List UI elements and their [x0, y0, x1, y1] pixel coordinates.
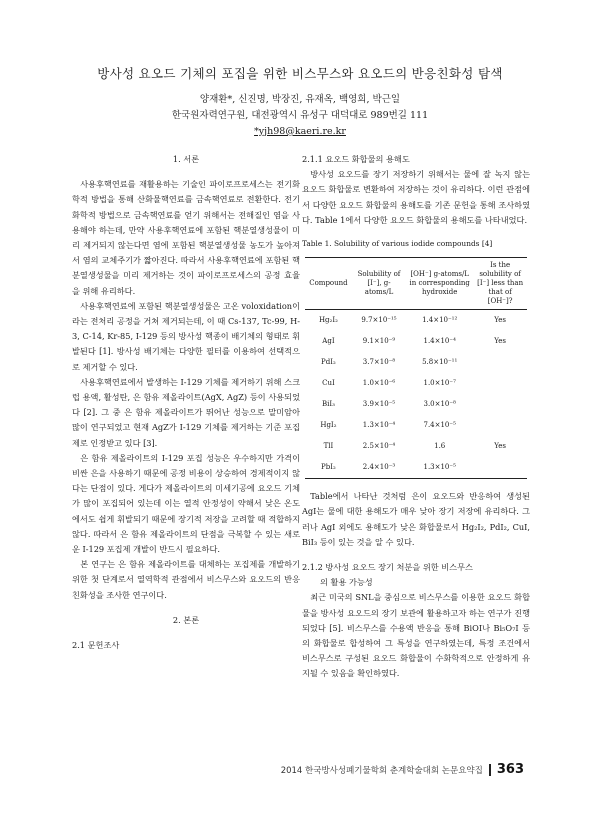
subsection-heading-cont: 의 활용 가능성: [320, 577, 373, 588]
paragraph: 은 함유 제올라이트의 I-129 포집 성능은 우수하지만 가격이 비싼 은을 사용하기 때문에 공정 비용이 상승하여 경제적이지 않다는 단점이 있다. 게다가 제올라이트의 미세기공에 요오드 기체가 많이 포집되어 있는데 이는 열적 안정성이 약해서 낮은 온도에서도 쉽게 휘발되기 때문에 장기적 저장을 고려할 때 적합하지 않다. 따라서 은 함유 제올라이트의 단점을 극복할 수 있는 새로운 I-129 포집제 개발이 반드시 필요하다.: [72, 452, 300, 555]
right-column: [302, 152, 530, 682]
table-cell: 1.0×10⁻⁶: [362, 379, 396, 388]
email-link[interactable]: *yjh98@kaeri.re.kr: [254, 126, 346, 137]
paper-title: 방사성 요오드 기체의 포집을 위한 비스무스와 요오드의 반응친화성 탐색: [97, 66, 503, 81]
section-heading: 2. 본론: [172, 614, 200, 625]
left-column: [72, 152, 300, 653]
table-cell: 2.5×10⁻⁴: [362, 442, 396, 451]
table-header-cell: Is the solubility of [I⁻] less than that of [OH⁻]?: [477, 261, 524, 306]
table-cell: Hg₂I₂: [318, 316, 338, 325]
page-number: 363: [496, 762, 524, 777]
table-cell: 1.4×10⁻¹²: [422, 316, 458, 325]
table-cell: [473, 352, 527, 373]
table-row: [305, 331, 527, 352]
subsection-heading: 2.1 문헌조사: [72, 640, 120, 651]
table-caption: Table 1. Solubility of various iodide compounds [4]: [302, 239, 493, 249]
table-row: [305, 436, 527, 457]
paragraph: 최근 미국의 SNL을 중심으로 비스무스를 이용한 요오드 화합물을 방사성 요오드의 장기 보관에 활용하고자 하는 연구가 진행되었다 [5]. 비스무스를 수용액 반응을 통해 BiOI나 Bi₅O₇I 등의 화합물로 합성하여 그 특성을 연구하였는데, 특정 조건에서 비스무스로 구성된 요오드 화합물이 수화학적으로 안정하게 유지될 수 있음을 확인하였다.: [302, 592, 530, 679]
table-cell: BiI₃: [321, 400, 335, 409]
divider: [489, 764, 491, 776]
paragraph: 방사성 요오드를 장기 저장하기 위해서는 물에 잘 녹지 않는 요오드 화합물로 변환하여 저장하는 것이 유리하다. 이런 관점에서 다양한 요오드 화합물의 용해도를 기존 문헌을 통해 조사하였다. Table 1에서 다양한 요오드 화합물의 용해도를 나타내었다.: [302, 169, 530, 225]
table-cell: PdI₂: [321, 358, 336, 367]
table-cell: 3.7×10⁻⁸: [362, 358, 396, 367]
affiliation: 한국원자력연구원, 대전광역시 유성구 대덕대로 989번길 111: [171, 110, 429, 121]
paragraph: 사용후핵연료에서 발생하는 I-129 기체를 제거하기 위해 스크럽 용액, 활성탄, 은 함유 제올라이트(AgX, AgZ) 등이 사용되었다 [2]. 그 중 은 함유 제올라이트가 뛰어난 성능으로 말미암아 많이 연구되었고 현재 AgZ가 I-129 기체를 제거하는 기준 포집제로 인정받고 있다 [3].: [72, 376, 300, 448]
table-row: [305, 457, 527, 479]
table-header-row: [305, 258, 527, 310]
table-cell: HgI₂: [320, 421, 337, 430]
paragraph: Table에서 나타난 것처럼 은이 요오드와 반응하여 생성된 AgI는 물에 대한 용해도가 매우 낮아 장기 저장에 유리하다. 그러나 AgI 외에도 용해도가 낮은 화합물로서 Hg₂I₂, PdI₂, CuI, BiI₃ 등이 있는 것을 알 수 있다.: [302, 491, 530, 547]
table-cell: [473, 457, 527, 479]
table-header-cell: [OH⁻] g-atoms/L in corresponding hydroxide: [409, 270, 470, 297]
table-cell: Yes: [494, 316, 506, 325]
conference-name: 2014 한국방사성폐기물학회 춘계학술대회 논문요약집: [280, 765, 483, 776]
paragraph: 사용후핵연료를 재활용하는 기술인 파이로프로세스는 전기화학적 방법을 통해 산화물핵연료를 금속핵연료로 전환한다. 전기화학적 방법으로 금속핵연료를 얻기 위해서는 전해질인 염을 사용해야 하는데, 만약 사용후핵연료에 포함된 핵분열생성물이 미리 제거되지 않는다면 염에 포함된 핵분열생성물 농도가 높아져서 염의 교체주기가 짧아진다. 따라서 사용후핵연료에 포함된 핵분열생성물을 미리 제거하는 것이 파이로프로세스의 공정 효율을 위해 유리하다.: [72, 179, 300, 296]
section-heading: 1. 서론: [172, 154, 200, 164]
table-cell: Yes: [494, 442, 506, 451]
table-cell: [473, 394, 527, 415]
table-cell: PbI₂: [321, 463, 336, 472]
table-header-cell: Compound: [309, 279, 348, 288]
table-cell: [473, 373, 527, 394]
table-row: [305, 373, 527, 394]
page-footer: [281, 762, 524, 777]
paragraph: 사용후핵연료에 포함된 핵분열생성물은 고온 voloxidation이라는 전처리 공정을 거쳐 제거되는데, 이 때 Cs-137, Tc-99, H-3, C-14, Kr-85, I-129 등의 방사성 핵종이 배기체의 형태로 휘발된다 [1]. 방사성 배기체는 다양한 필터를 이용하여 선택적으로 제거할 수 있다.: [72, 300, 300, 372]
table-cell: [473, 415, 527, 436]
authors: 양재환*, 신진명, 박장진, 유재옥, 백영희, 박근일: [199, 94, 401, 105]
table-cell: 9.7×10⁻¹⁵: [361, 316, 397, 325]
subsection-heading: 2.1.1 요오드 화합물의 용해도: [302, 154, 410, 164]
table-cell: 1.0×10⁻⁷: [423, 379, 456, 388]
table-row: [305, 394, 527, 415]
table-cell: TlI: [323, 442, 334, 451]
table-cell: 9.1×10⁻⁹: [362, 337, 396, 346]
author-block: [0, 92, 600, 140]
table-cell: 1.4×10⁻⁴: [423, 337, 456, 346]
table-row: [305, 415, 527, 436]
table-cell: CuI: [322, 379, 335, 388]
table-cell: 3.0×10⁻⁸: [423, 400, 456, 409]
table-cell: AgI: [322, 337, 335, 346]
table-cell: 1.3×10⁻⁵: [423, 463, 456, 472]
subsection-heading: 2.1.2 방사성 요오드 장기 처분을 위한 비스무스: [302, 562, 473, 573]
table-cell: Yes: [494, 337, 506, 346]
table-row: [305, 352, 527, 373]
solubility-table: [305, 257, 527, 479]
table-cell: 1.6: [434, 442, 446, 451]
table-row: [305, 310, 527, 332]
table-header-cell: Solubility of [I⁻], g-atoms/L: [357, 270, 401, 297]
table-cell: 1.3×10⁻⁴: [362, 421, 396, 430]
table-cell: 2.4×10⁻³: [362, 463, 396, 472]
table-cell: 3.9×10⁻⁵: [362, 400, 396, 409]
table-cell: 7.4×10⁻⁵: [423, 421, 456, 430]
table-cell: 5.8×10⁻¹¹: [422, 358, 458, 367]
paragraph: 본 연구는 은 함유 제올라이트를 대체하는 포집제를 개발하기 위한 첫 단계로서 열역학적 관점에서 비스무스와 요오드의 반응친화성을 조사한 연구이다.: [72, 559, 300, 600]
